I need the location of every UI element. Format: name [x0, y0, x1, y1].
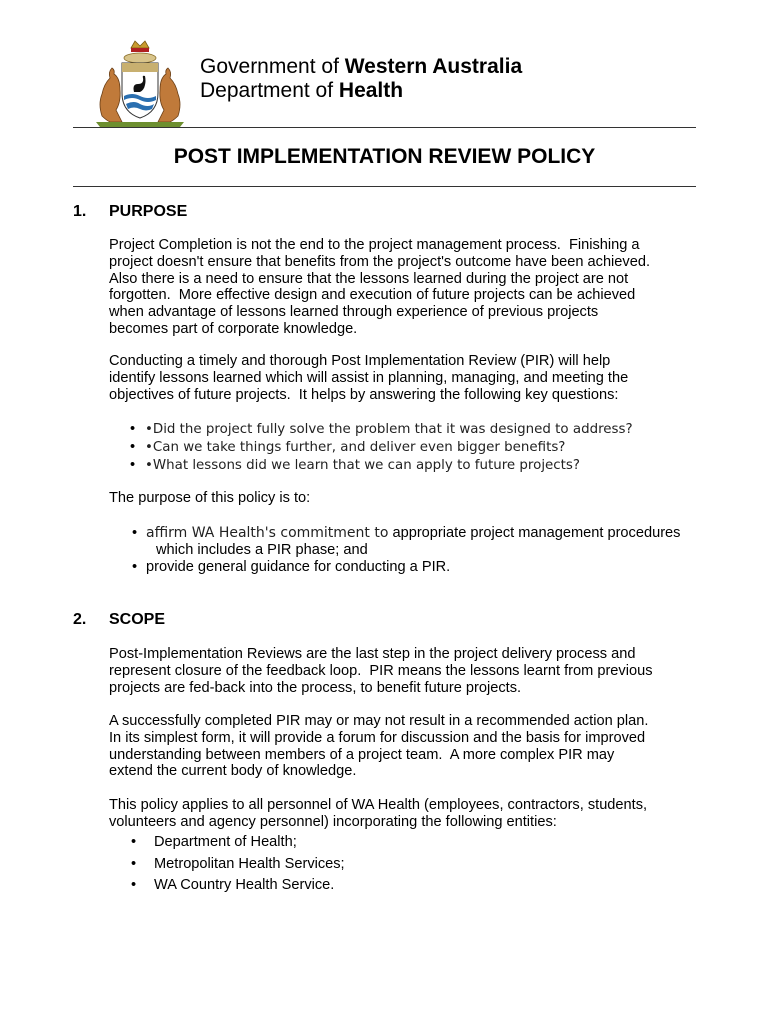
paragraph: Conducting a timely and thorough Post Implementation Review (PIR) will help identify lessons learned which will assist in planning, managing, and meeting the objectives of future projects. It helps by answering the following key questions: [109, 353, 629, 403]
dept-prefix: Department of [200, 79, 339, 102]
list-item-continuation: which includes a PIR phase; and [156, 542, 368, 558]
list-item-rest: appropriate project management procedures [388, 525, 681, 541]
org-name-line1 [200, 55, 522, 79]
org-name-bold: Western Australia [344, 55, 523, 78]
list-item-text: Department of Health; [154, 834, 297, 850]
paragraph: Project Completion is not the end to the project management process. Finishing a project doesn't ensure that benefits from the project's outcome have been achieved. Also there is a need to ensure that the lessons learned during the project are not forgotten. More effective design and execution of future projects can be achieved when advantage of lessons learned through experience of previous projects becomes part of corporate knowledge. [109, 237, 651, 337]
section-title: PURPOSE [109, 203, 188, 220]
list-item-text: •Did the project fully solve the problem that it was designed to address? [145, 422, 633, 437]
list-item-lead: affirm WA Health's commitment to [146, 525, 389, 541]
list-item-text: •What lessons did we learn that we can apply to future projects? [145, 458, 580, 473]
bullet: • [132, 525, 138, 541]
wa-coat-of-arms-logo [88, 38, 192, 128]
list-item-text: provide general guidance for conducting a PIR. [146, 559, 451, 575]
paragraph: The purpose of this policy is to: [109, 490, 311, 506]
list-item-text: WA Country Health Service. [154, 877, 335, 893]
bullet: • [130, 439, 136, 455]
section-number: 1. [73, 203, 87, 220]
list-item-text [146, 525, 680, 542]
header-divider-bottom [73, 186, 696, 187]
org-name-line2 [200, 79, 403, 103]
bullet: • [131, 856, 137, 872]
list-item-text: •Can we take things further, and deliver even bigger benefits? [145, 440, 566, 455]
paragraph: A successfully completed PIR may or may not result in a recommended action plan. In its simplest form, it will provide a forum for discussion and the basis for improved understanding between members of a project team. A more complex PIR may extend the current body of knowledge. [109, 713, 649, 780]
paragraph: This policy applies to all personnel of WA Health (employees, contractors, students, volunteers and agency personnel) incorporating the following entities: [109, 797, 648, 830]
bullet: • [132, 559, 138, 575]
bullet: • [130, 421, 136, 437]
bullet: • [131, 877, 137, 893]
section-title: SCOPE [109, 611, 166, 628]
list-item-text: Metropolitan Health Services; [154, 856, 345, 872]
bullet: • [130, 457, 136, 473]
org-prefix: Government of [200, 55, 345, 78]
dept-name-bold: Health [338, 79, 404, 102]
bullet: • [131, 834, 137, 850]
section-number: 2. [73, 611, 87, 628]
document-title: POST IMPLEMENTATION REVIEW POLICY [173, 145, 596, 168]
header-divider-top [73, 127, 696, 128]
paragraph: Post-Implementation Reviews are the last step in the project delivery process and represent closure of the feedback loop. PIR means the lessons learnt from previous projects are fed-back into the process, to benefit future projects. [109, 646, 653, 696]
